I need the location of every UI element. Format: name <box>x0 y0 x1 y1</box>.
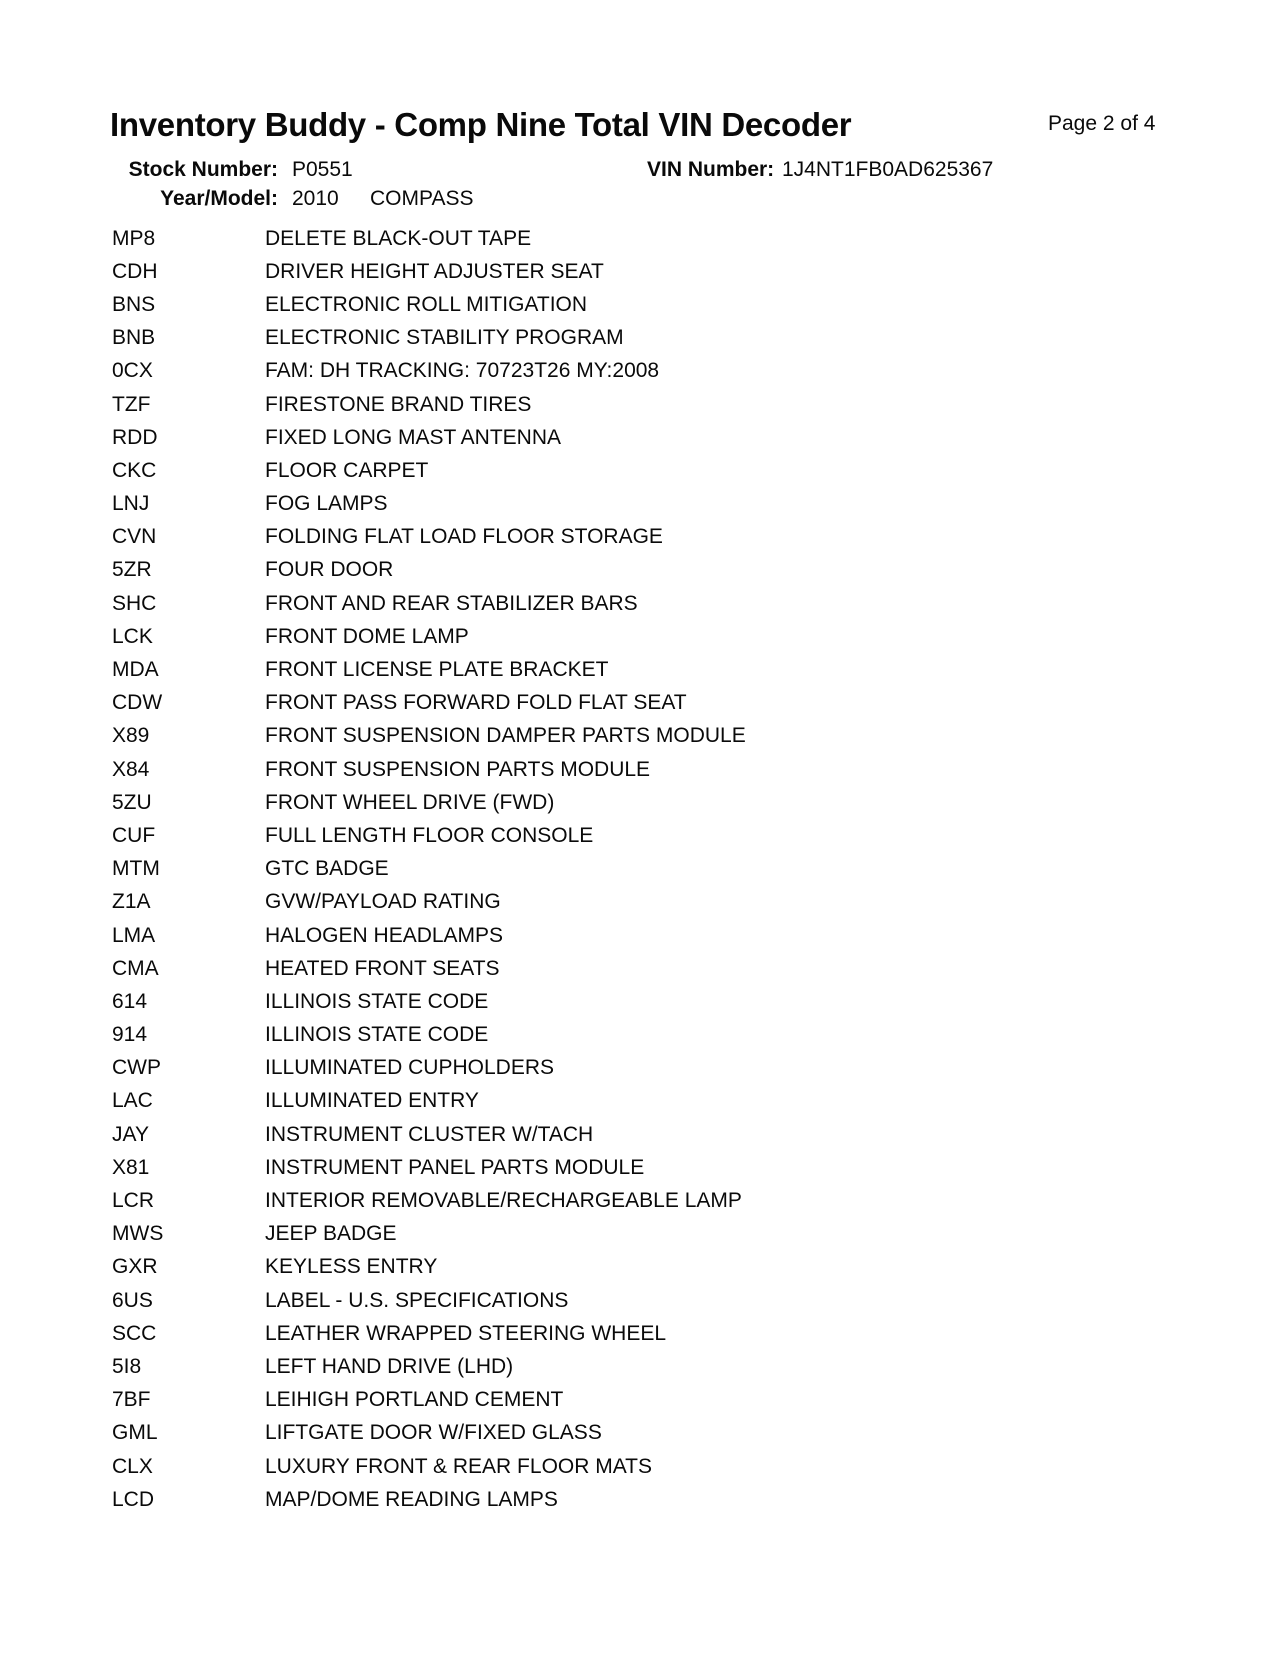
option-row <box>112 1483 746 1516</box>
option-code: CKC <box>112 458 157 482</box>
option-row <box>112 355 746 388</box>
option-description: INSTRUMENT CLUSTER W/TACH <box>265 1122 594 1146</box>
option-row <box>112 521 746 554</box>
vin-number-value: 1J4NT1FB0AD625367 <box>782 158 994 181</box>
option-description: LEFT HAND DRIVE (LHD) <box>265 1354 514 1378</box>
option-description: FLOOR CARPET <box>265 458 429 482</box>
option-description: FRONT DOME LAMP <box>265 624 469 648</box>
option-code: 914 <box>112 1023 148 1047</box>
option-code: 614 <box>112 989 148 1013</box>
option-row <box>112 1019 746 1052</box>
option-description: LIFTGATE DOOR W/FIXED GLASS <box>265 1421 602 1445</box>
option-code: LAC <box>112 1089 153 1113</box>
option-row <box>112 488 746 521</box>
option-code: TZF <box>112 392 151 416</box>
option-row <box>112 786 746 819</box>
option-code: CUF <box>112 823 156 847</box>
option-description: FOG LAMPS <box>265 492 388 516</box>
option-description: ILLINOIS STATE CODE <box>265 1023 489 1047</box>
option-code: MTM <box>112 857 160 881</box>
option-code: LMA <box>112 923 156 947</box>
option-row <box>112 255 746 288</box>
page-title: Inventory Buddy - Comp Nine Total VIN Decoder <box>110 106 852 143</box>
option-code: 7BF <box>112 1388 151 1412</box>
option-row <box>112 720 746 753</box>
option-row <box>112 1085 746 1118</box>
option-code: X89 <box>112 724 150 748</box>
option-row <box>112 1417 746 1450</box>
option-description: KEYLESS ENTRY <box>265 1255 438 1279</box>
option-row <box>112 985 746 1018</box>
option-description: GTC BADGE <box>265 857 389 881</box>
option-description: HALOGEN HEADLAMPS <box>265 923 504 947</box>
model-value: COMPASS <box>370 187 474 210</box>
option-description: DRIVER HEIGHT ADJUSTER SEAT <box>265 259 604 283</box>
option-row <box>112 1184 746 1217</box>
option-code: RDD <box>112 425 158 449</box>
option-code: MWS <box>112 1222 164 1246</box>
option-description: HEATED FRONT SEATS <box>265 956 500 980</box>
option-row <box>112 819 746 852</box>
option-description: LUXURY FRONT & REAR FLOOR MATS <box>265 1454 653 1478</box>
option-description: FAM: DH TRACKING: 70723T26 MY:2008 <box>265 359 660 383</box>
option-description: FIXED LONG MAST ANTENNA <box>265 425 561 449</box>
year-model-label: Year/Model: <box>160 187 278 210</box>
option-code: X84 <box>112 757 150 781</box>
option-code: CVN <box>112 525 157 549</box>
option-description: JEEP BADGE <box>265 1222 397 1246</box>
option-code: 6US <box>112 1288 153 1312</box>
option-code: 5ZR <box>112 558 152 582</box>
option-code: MP8 <box>112 226 156 250</box>
option-description: FRONT SUSPENSION PARTS MODULE <box>265 757 651 781</box>
option-description: FRONT AND REAR STABILIZER BARS <box>265 591 638 615</box>
option-row <box>112 620 746 653</box>
option-description: FRONT LICENSE PLATE BRACKET <box>265 658 609 682</box>
option-code: CLX <box>112 1454 153 1478</box>
option-row <box>112 1118 746 1151</box>
option-code: CMA <box>112 956 159 980</box>
option-row <box>112 1151 746 1184</box>
option-description: ILLINOIS STATE CODE <box>265 989 489 1013</box>
year-value: 2010 <box>292 187 339 210</box>
option-code: LCD <box>112 1487 155 1511</box>
option-code: MDA <box>112 658 159 682</box>
option-description: FOUR DOOR <box>265 558 394 582</box>
option-row <box>112 1284 746 1317</box>
option-code: X81 <box>112 1155 150 1179</box>
option-row <box>112 322 746 355</box>
option-code: JAY <box>112 1122 149 1146</box>
option-row <box>112 853 746 886</box>
option-code: CDW <box>112 691 163 715</box>
option-row <box>112 1251 746 1284</box>
option-description: FRONT PASS FORWARD FOLD FLAT SEAT <box>265 691 687 715</box>
option-code: LCK <box>112 624 153 648</box>
option-code: SCC <box>112 1321 157 1345</box>
option-row <box>112 554 746 587</box>
option-code: BNS <box>112 292 156 316</box>
option-description: FRONT WHEEL DRIVE (FWD) <box>265 790 555 814</box>
option-code: 0CX <box>112 359 153 383</box>
page-number: Page 2 of 4 <box>1048 112 1156 135</box>
option-row <box>112 1384 746 1417</box>
option-description: MAP/DOME READING LAMPS <box>265 1487 558 1511</box>
option-row <box>112 388 746 421</box>
option-row <box>112 952 746 985</box>
option-code: 5I8 <box>112 1354 142 1378</box>
option-code: GML <box>112 1421 158 1445</box>
option-description: GVW/PAYLOAD RATING <box>265 890 501 914</box>
option-code: LNJ <box>112 492 150 516</box>
option-description: FOLDING FLAT LOAD FLOOR STORAGE <box>265 525 663 549</box>
option-row <box>112 1350 746 1383</box>
option-description: ELECTRONIC ROLL MITIGATION <box>265 292 588 316</box>
option-row <box>112 1450 746 1483</box>
stock-number-label: Stock Number: <box>128 158 278 181</box>
option-description: LABEL - U.S. SPECIFICATIONS <box>265 1288 569 1312</box>
option-row <box>112 753 746 786</box>
option-row <box>112 421 746 454</box>
option-row <box>112 1218 746 1251</box>
option-code: LCR <box>112 1189 155 1213</box>
option-row <box>112 288 746 321</box>
option-description: LEIHIGH PORTLAND CEMENT <box>265 1388 564 1412</box>
option-description: FULL LENGTH FLOOR CONSOLE <box>265 823 594 847</box>
option-description: FRONT SUSPENSION DAMPER PARTS MODULE <box>265 724 746 748</box>
option-code: 5ZU <box>112 790 152 814</box>
option-description: ELECTRONIC STABILITY PROGRAM <box>265 326 624 350</box>
option-code: SHC <box>112 591 157 615</box>
option-code: CDH <box>112 259 158 283</box>
option-description: INTERIOR REMOVABLE/RECHARGEABLE LAMP <box>265 1189 742 1213</box>
option-row <box>112 687 746 720</box>
option-code: Z1A <box>112 890 151 914</box>
option-row <box>112 886 746 919</box>
option-row <box>112 587 746 620</box>
option-code: GXR <box>112 1255 158 1279</box>
option-description: INSTRUMENT PANEL PARTS MODULE <box>265 1155 645 1179</box>
option-description: ILLUMINATED CUPHOLDERS <box>265 1056 554 1080</box>
option-code: BNB <box>112 326 156 350</box>
option-row <box>112 1052 746 1085</box>
option-code: CWP <box>112 1056 161 1080</box>
option-row <box>112 919 746 952</box>
options-list <box>112 222 746 1516</box>
option-description: LEATHER WRAPPED STEERING WHEEL <box>265 1321 667 1345</box>
option-row <box>112 222 746 255</box>
option-row <box>112 653 746 686</box>
vin-number-label: VIN Number: <box>647 158 775 181</box>
option-description: FIRESTONE BRAND TIRES <box>265 392 532 416</box>
option-row <box>112 1317 746 1350</box>
option-description: ILLUMINATED ENTRY <box>265 1089 479 1113</box>
option-row <box>112 454 746 487</box>
stock-number-value: P0551 <box>292 158 353 181</box>
option-description: DELETE BLACK-OUT TAPE <box>265 226 532 250</box>
